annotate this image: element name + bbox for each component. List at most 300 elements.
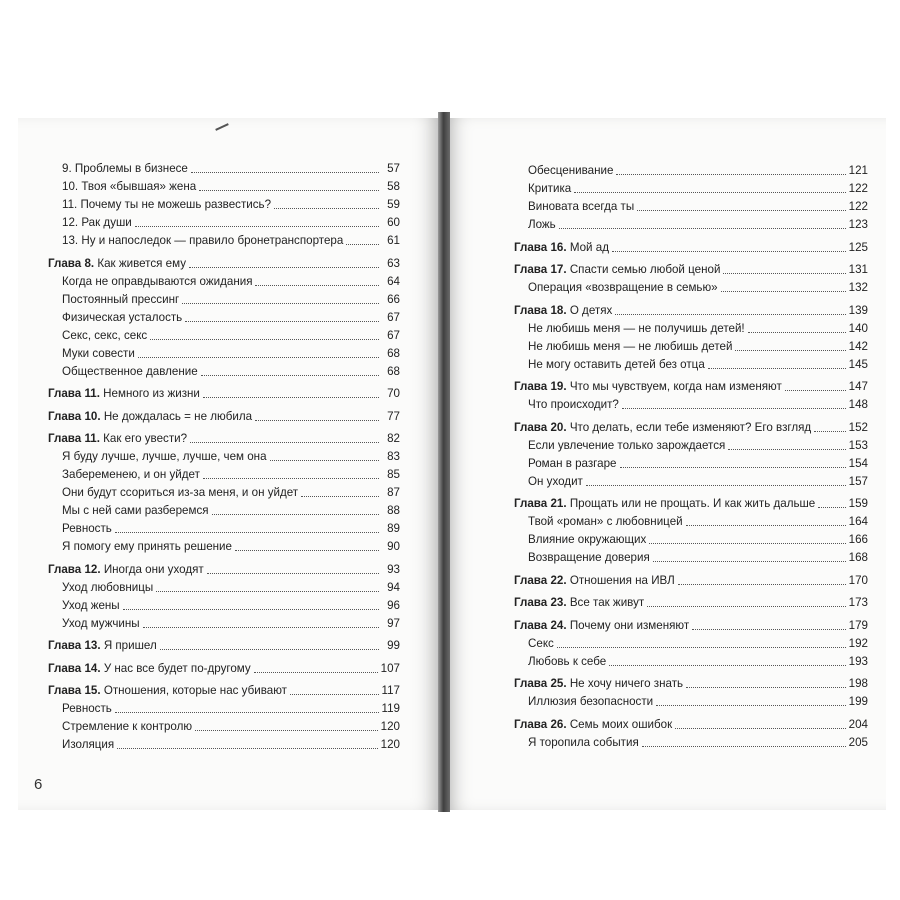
toc-entry-label xyxy=(528,693,653,711)
entry-title: Уход любовницы xyxy=(62,580,154,594)
leader-dots xyxy=(270,459,379,461)
toc-section-entry xyxy=(514,473,868,491)
toc-section-entry xyxy=(48,345,400,363)
toc-chapter-entry xyxy=(48,682,400,700)
entry-title: Стремление к контролю xyxy=(62,720,193,733)
toc-entry-label xyxy=(62,520,112,538)
entry-title: Роман в разгаре xyxy=(528,456,617,470)
entry-page-number: 153 xyxy=(848,438,868,452)
toc-entry-label xyxy=(528,396,619,414)
leader-dots xyxy=(189,266,379,268)
entry-title: Не дождалась = не любила xyxy=(103,409,253,423)
toc-entry-label xyxy=(48,660,251,678)
toc-entry-label xyxy=(48,255,186,273)
leader-dots xyxy=(212,513,379,515)
leader-dots xyxy=(199,189,379,191)
toc-section-entry xyxy=(48,309,400,327)
entry-page-number: 93 xyxy=(387,562,400,576)
toc-entry-label xyxy=(62,579,153,597)
entry-page-number: 139 xyxy=(848,303,868,317)
toc-section-entry xyxy=(48,327,400,345)
entry-title: Я пришел xyxy=(103,639,157,652)
entry-page-number: 120 xyxy=(380,738,400,751)
toc-section-entry xyxy=(514,635,868,653)
toc-entry-label xyxy=(528,198,634,216)
leader-dots xyxy=(647,605,845,607)
chapter-prefix: Глава 21. xyxy=(514,497,567,510)
leader-dots xyxy=(274,207,379,209)
leader-dots xyxy=(748,331,846,333)
toc-section-entry xyxy=(514,356,868,374)
toc-section-entry xyxy=(514,437,868,455)
entry-title: Я буду лучше, лучше, лучше, чем она xyxy=(62,450,267,463)
chapter-prefix: Глава 23. xyxy=(514,596,567,609)
entry-title: Семь моих ошибок xyxy=(569,717,673,731)
entry-title: О детях xyxy=(569,303,613,317)
toc-section-entry xyxy=(514,279,868,297)
entry-title: Ревность xyxy=(62,522,112,535)
toc-chapter-entry xyxy=(514,675,868,693)
leader-dots xyxy=(622,407,846,409)
entry-title: Влияние окружающих xyxy=(528,533,647,546)
chapter-prefix: Глава 17. xyxy=(514,263,567,276)
entry-title: Не любишь меня — не получишь детей! xyxy=(528,321,745,335)
entry-title: Я помогу ему принять решение xyxy=(62,540,232,553)
entry-page-number: 157 xyxy=(848,474,868,488)
toc-section-entry xyxy=(514,549,868,567)
leader-dots xyxy=(686,686,846,688)
chapter-prefix: Глава 20. xyxy=(514,420,567,434)
entry-title: Иногда они уходят xyxy=(103,562,204,576)
entry-page-number: 85 xyxy=(387,468,400,481)
toc-entry-label xyxy=(48,385,200,403)
leader-dots xyxy=(721,290,846,292)
entry-title: Почему они изменяют xyxy=(569,618,690,632)
leader-dots xyxy=(609,664,845,666)
leader-dots xyxy=(201,374,379,376)
entry-title: Спасти семью любой ценой xyxy=(569,263,721,276)
entry-title: Секс, секс, секс xyxy=(62,328,148,342)
toc-chapter-entry xyxy=(514,261,868,279)
entry-page-number: 59 xyxy=(387,198,400,211)
entry-title: Уход мужчины xyxy=(62,616,140,630)
entry-title: 10. Твоя «бывшая» жена xyxy=(62,180,197,193)
chapter-prefix: Глава 16. xyxy=(514,240,567,254)
chapter-prefix: Глава 25. xyxy=(514,677,567,690)
toc-entry-label xyxy=(514,378,782,396)
leader-dots xyxy=(586,484,846,486)
entry-title: Секс xyxy=(528,636,554,650)
entry-page-number: 107 xyxy=(380,661,400,675)
chapter-prefix: Глава 10. xyxy=(48,409,101,423)
toc-section-entry xyxy=(48,291,400,309)
entry-title: Забеременею, и он уйдет xyxy=(62,468,200,481)
leader-dots xyxy=(301,495,379,497)
toc-entry-label xyxy=(62,196,271,214)
toc-section-entry xyxy=(514,216,868,234)
leader-dots xyxy=(708,367,846,369)
chapter-prefix: Глава 24. xyxy=(514,618,567,632)
toc-entry-label xyxy=(62,363,198,381)
toc-left-column xyxy=(48,160,400,754)
toc-section-entry xyxy=(514,338,868,356)
toc-entry-label xyxy=(528,162,613,180)
entry-title: Критика xyxy=(528,182,572,195)
entry-title: Мой ад xyxy=(569,240,609,254)
leader-dots xyxy=(814,430,845,432)
entry-title: Изоляция xyxy=(62,738,115,751)
leader-dots xyxy=(615,313,845,315)
entry-title: 11. Почему ты не можешь развестись? xyxy=(62,198,272,211)
toc-section-entry xyxy=(48,273,400,291)
entry-page-number: 154 xyxy=(848,456,868,470)
leader-dots xyxy=(785,389,846,391)
toc-section-entry xyxy=(48,718,400,736)
toc-section-entry xyxy=(48,700,400,718)
toc-entry-label xyxy=(528,635,554,653)
toc-section-entry xyxy=(48,232,400,250)
toc-entry-label xyxy=(62,345,135,363)
toc-entry-label xyxy=(514,594,644,612)
entry-title: Я торопила события xyxy=(528,735,639,749)
leader-dots xyxy=(143,626,379,628)
toc-chapter-entry xyxy=(514,594,868,612)
entry-page-number: 68 xyxy=(387,346,400,360)
leader-dots xyxy=(574,191,845,193)
entry-title: Если увлечение только зарождается xyxy=(528,438,726,452)
entry-page-number: 142 xyxy=(848,339,868,353)
leader-dots xyxy=(115,711,379,713)
toc-right-column xyxy=(514,162,868,752)
toc-chapter-entry xyxy=(48,660,400,678)
toc-entry-label xyxy=(62,178,196,196)
leader-dots xyxy=(203,477,379,479)
entry-title: Не могу оставить детей без отца xyxy=(528,357,705,371)
toc-chapter-entry xyxy=(514,716,868,734)
toc-section-entry xyxy=(48,484,400,502)
toc-chapter-entry xyxy=(48,255,400,273)
toc-section-entry xyxy=(48,448,400,466)
leader-dots xyxy=(290,693,379,695)
entry-title: Они будут ссориться из-за меня, и он уйдет xyxy=(62,486,299,499)
toc-section-entry xyxy=(48,615,400,633)
toc-entry-label xyxy=(62,466,200,484)
entry-page-number: 168 xyxy=(848,551,868,564)
toc-entry-label xyxy=(48,637,157,655)
toc-entry-label xyxy=(514,716,672,734)
toc-section-entry xyxy=(48,538,400,556)
toc-entry-label xyxy=(514,261,720,279)
leader-dots xyxy=(642,745,846,747)
entry-page-number: 199 xyxy=(848,695,868,708)
toc-entry-label xyxy=(62,700,112,718)
chapter-prefix: Глава 11. xyxy=(48,432,100,445)
toc-entry-label xyxy=(62,291,179,309)
leader-dots xyxy=(637,209,845,211)
entry-page-number: 117 xyxy=(381,684,400,697)
chapter-prefix: Глава 18. xyxy=(514,303,567,317)
entry-page-number: 83 xyxy=(387,450,400,463)
toc-entry-label xyxy=(528,338,732,356)
leader-dots xyxy=(649,542,845,544)
leader-dots xyxy=(620,466,846,468)
leader-dots xyxy=(254,671,378,673)
entry-title: Ложь xyxy=(528,218,556,231)
entry-page-number: 123 xyxy=(848,218,868,231)
toc-entry-label xyxy=(514,302,612,320)
toc-section-entry xyxy=(514,455,868,473)
entry-page-number: 96 xyxy=(387,598,400,612)
leader-dots xyxy=(675,727,845,729)
chapter-prefix: Глава 15. xyxy=(48,684,101,697)
leader-dots xyxy=(723,272,845,274)
toc-entry-label xyxy=(514,239,609,257)
toc-entry-label xyxy=(48,561,204,579)
entry-page-number: 170 xyxy=(848,573,868,587)
toc-entry-label xyxy=(62,309,182,327)
entry-title: Муки совести xyxy=(62,346,135,360)
entry-page-number: 94 xyxy=(387,580,400,594)
leader-dots xyxy=(255,284,379,286)
toc-chapter-entry xyxy=(514,419,868,437)
entry-page-number: 159 xyxy=(848,497,868,510)
toc-entry-label xyxy=(62,736,114,754)
toc-section-entry xyxy=(48,214,400,232)
leader-dots xyxy=(185,320,379,322)
entry-title: Все так живут xyxy=(569,596,645,609)
entry-page-number: 77 xyxy=(387,409,400,423)
entry-title: Виновата всегда ты xyxy=(528,200,635,213)
entry-page-number: 205 xyxy=(848,735,868,749)
chapter-prefix: Глава 19. xyxy=(514,380,567,393)
toc-entry-label xyxy=(514,617,689,635)
entry-page-number: 58 xyxy=(387,180,400,193)
entry-page-number: 99 xyxy=(387,639,400,652)
leader-dots xyxy=(818,506,845,508)
leader-dots xyxy=(123,608,379,610)
entry-page-number: 68 xyxy=(387,364,400,378)
toc-section-entry xyxy=(48,363,400,381)
toc-section-entry xyxy=(514,320,868,338)
entry-page-number: 132 xyxy=(848,281,868,294)
toc-chapter-entry xyxy=(514,378,868,396)
leader-dots xyxy=(207,572,379,574)
entry-title: Что мы чувствуем, когда нам изменяют xyxy=(569,380,782,393)
toc-entry-label xyxy=(62,597,120,615)
entry-page-number: 119 xyxy=(381,702,400,715)
entry-page-number: 82 xyxy=(387,432,400,445)
entry-page-number: 97 xyxy=(387,616,400,630)
entry-title: 12. Рак души xyxy=(62,216,132,229)
leader-dots xyxy=(735,349,845,351)
entry-page-number: 152 xyxy=(848,420,868,434)
leader-dots xyxy=(616,173,845,175)
chapter-prefix: Глава 13. xyxy=(48,639,101,652)
entry-title: Ревность xyxy=(62,702,112,715)
toc-entry-label xyxy=(62,160,188,178)
toc-entry-label xyxy=(528,216,556,234)
entry-page-number: 60 xyxy=(387,216,400,229)
toc-entry-label xyxy=(528,653,606,671)
toc-section-entry xyxy=(514,162,868,180)
entry-title: Что происходит? xyxy=(528,398,619,411)
entry-title: Прощать или не прощать. И как жить дальше xyxy=(569,497,816,510)
leader-dots xyxy=(612,250,846,252)
toc-entry-label xyxy=(528,356,705,374)
entry-page-number: 173 xyxy=(848,596,868,609)
toc-section-entry xyxy=(514,180,868,198)
toc-entry-label xyxy=(514,419,811,437)
entry-page-number: 120 xyxy=(380,720,400,733)
leader-dots xyxy=(235,549,379,551)
entry-page-number: 70 xyxy=(387,387,400,400)
toc-section-entry xyxy=(48,736,400,754)
toc-chapter-entry xyxy=(48,637,400,655)
entry-title: Немного из жизни xyxy=(103,387,200,400)
entry-page-number: 147 xyxy=(848,380,868,393)
toc-entry-label xyxy=(514,495,815,513)
leader-dots xyxy=(156,590,379,592)
toc-section-entry xyxy=(514,198,868,216)
toc-entry-label xyxy=(62,484,298,502)
entry-title: Как его увести? xyxy=(103,432,188,445)
entry-page-number: 192 xyxy=(848,636,868,650)
toc-entry-label xyxy=(528,734,639,752)
toc-entry-label xyxy=(62,718,192,736)
entry-page-number: 140 xyxy=(848,321,868,335)
entry-page-number: 122 xyxy=(848,200,868,213)
entry-title: Отношения, которые нас убивают xyxy=(103,684,287,697)
entry-page-number: 90 xyxy=(387,540,400,553)
entry-title: Уход жены xyxy=(62,598,120,612)
entry-title: У нас все будет по-другому xyxy=(103,661,251,675)
leader-dots xyxy=(195,729,378,731)
toc-entry-label xyxy=(528,531,646,549)
leader-dots xyxy=(182,302,379,304)
entry-title: Постоянный прессинг xyxy=(62,292,180,306)
leader-dots xyxy=(150,338,379,340)
toc-section-entry xyxy=(48,196,400,214)
toc-section-entry xyxy=(48,178,400,196)
entry-title: Физическая усталость xyxy=(62,310,183,324)
toc-chapter-entry xyxy=(48,408,400,426)
entry-page-number: 121 xyxy=(848,164,868,177)
entry-page-number: 67 xyxy=(387,328,400,342)
chapter-prefix: Глава 26. xyxy=(514,717,567,731)
toc-entry-label xyxy=(62,502,209,520)
leader-dots xyxy=(678,583,846,585)
chapter-prefix: Глава 22. xyxy=(514,573,567,587)
leader-dots xyxy=(190,441,379,443)
entry-title: Он уходит xyxy=(528,474,583,488)
toc-chapter-entry xyxy=(514,495,868,513)
toc-entry-label xyxy=(528,473,583,491)
leader-dots xyxy=(135,225,379,227)
entry-title: 9. Проблемы в бизнесе xyxy=(62,162,188,175)
entry-title: Операция «возвращение в семью» xyxy=(528,281,718,294)
toc-chapter-entry xyxy=(514,302,868,320)
entry-title: Что делать, если тебе изменяют? Его взгляд xyxy=(569,420,812,434)
entry-title: Отношения на ИВЛ xyxy=(569,573,675,587)
entry-page-number: 164 xyxy=(848,515,868,528)
entry-title: Обесценивание xyxy=(528,164,614,177)
toc-entry-label xyxy=(528,320,745,338)
leader-dots xyxy=(115,531,379,533)
entry-title: Как живется ему xyxy=(97,256,186,270)
entry-page-number: 125 xyxy=(848,240,868,254)
entry-title: Любовь к себе xyxy=(528,654,607,668)
book-spine-gutter xyxy=(438,112,450,812)
toc-entry-label xyxy=(62,615,140,633)
toc-section-entry xyxy=(514,531,868,549)
toc-entry-label xyxy=(48,682,287,700)
leader-dots xyxy=(692,628,846,630)
toc-section-entry xyxy=(48,502,400,520)
leader-dots xyxy=(656,704,846,706)
leader-dots xyxy=(653,560,846,562)
toc-chapter-entry xyxy=(48,385,400,403)
entry-title: Возвращение доверия xyxy=(528,551,650,564)
toc-entry-label xyxy=(514,572,675,590)
entry-page-number: 193 xyxy=(848,654,868,668)
toc-chapter-entry xyxy=(514,239,868,257)
toc-chapter-entry xyxy=(48,430,400,448)
toc-entry-label xyxy=(62,273,252,291)
chapter-prefix: Глава 11. xyxy=(48,387,100,400)
entry-title: Мы с ней сами разберемся xyxy=(62,504,209,517)
leader-dots xyxy=(686,524,846,526)
page-number: 6 xyxy=(34,776,43,793)
toc-entry-label xyxy=(528,455,617,473)
entry-page-number: 61 xyxy=(387,234,400,247)
entry-page-number: 122 xyxy=(848,182,868,195)
entry-page-number: 166 xyxy=(848,533,868,546)
toc-section-entry xyxy=(48,520,400,538)
toc-section-entry xyxy=(48,579,400,597)
entry-title: 13. Ну и напоследок — правило бронетранспортера xyxy=(62,234,344,247)
chapter-prefix: Глава 8. xyxy=(48,256,95,270)
entry-page-number: 88 xyxy=(387,504,400,517)
entry-title: Иллюзия безопасности xyxy=(528,695,654,708)
leader-dots xyxy=(203,396,379,398)
leader-dots xyxy=(138,356,379,358)
toc-entry-label xyxy=(48,408,252,426)
leader-dots xyxy=(117,747,378,749)
entry-page-number: 63 xyxy=(387,256,400,270)
toc-entry-label xyxy=(528,279,718,297)
chapter-prefix: Глава 12. xyxy=(48,562,101,576)
entry-page-number: 204 xyxy=(848,717,868,731)
toc-section-entry xyxy=(514,693,868,711)
leader-dots xyxy=(557,646,846,648)
toc-section-entry xyxy=(514,734,868,752)
toc-entry-label xyxy=(528,180,571,198)
leader-dots xyxy=(191,171,379,173)
toc-section-entry xyxy=(514,396,868,414)
toc-section-entry xyxy=(514,653,868,671)
toc-section-entry xyxy=(48,466,400,484)
toc-entry-label xyxy=(62,448,267,466)
chapter-prefix: Глава 14. xyxy=(48,661,101,675)
toc-chapter-entry xyxy=(48,561,400,579)
entry-title: Когда не оправдываются ожидания xyxy=(62,274,253,288)
entry-title: Не хочу ничего знать xyxy=(569,677,684,690)
entry-title: Твой «роман» с любовницей xyxy=(528,515,683,528)
entry-page-number: 64 xyxy=(387,274,400,288)
entry-title: Не любишь меня — не любишь детей xyxy=(528,339,733,353)
toc-entry-label xyxy=(514,675,683,693)
toc-chapter-entry xyxy=(514,617,868,635)
